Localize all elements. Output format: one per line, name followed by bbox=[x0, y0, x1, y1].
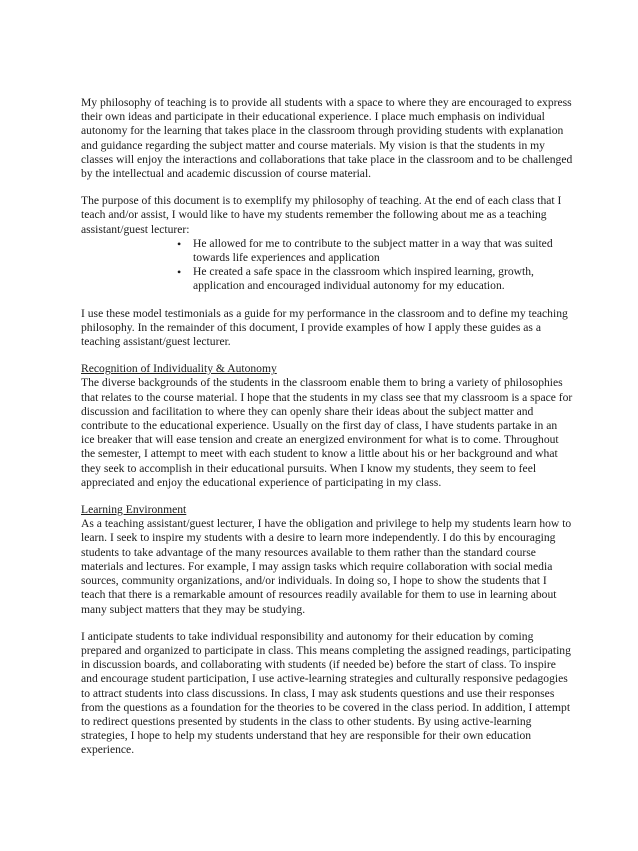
purpose-block bbox=[81, 194, 573, 293]
section-heading: Learning Environment bbox=[81, 503, 187, 517]
section-learning-environment bbox=[81, 503, 573, 617]
section-heading: Recognition of Individuality & Autonomy bbox=[81, 362, 277, 376]
section-body: The diverse backgrounds of the students in the classroom enable them to bring a variety of philosophies that relates to the course material. I hope that the students in my class see that my classroom is a space for discussion and facilitation to where they can openly share their ideas about the subject matter and contribute to the educational experience. Usually on the first day of class, I have students partake in an ice breaker that will ease tension and create an energized environment for what is to come. Throughout the semester, I attempt to meet with each student to know a little about his or her background and what they seek to accomplish in their educational pursuits. When I know my students, they seem to feel appreciated and enjoy the educational experience of participating in my class. bbox=[81, 376, 573, 489]
section-individuality bbox=[81, 362, 573, 490]
testimonials-usage-paragraph: I use these model testimonials as a guide for my performance in the classroom and to define my teaching philosophy. In the remainder of this document, I provide examples of how I apply these guides as a teaching assistant/guest lecturer. bbox=[81, 306, 568, 349]
purpose-paragraph: The purpose of this document is to exemplify my philosophy of teaching. At the end of each class that I teach and/or assist, I would like to have my students remember the following about me as a teaching assistant/guest lecturer: bbox=[81, 194, 562, 236]
closing-paragraph: I anticipate students to take individual responsibility and autonomy for their education by coming prepared and organized to participate in class. This means completing the assigned readings, participating in discussion boards, and collaborating with students (if needed be) before the start of class. To inspire and encourage student participation, I use active-learning strategies and culturally responsive pedagogies to attract students into class discussions. In class, I may ask students questions and use their responses from the questions as a foundation for the theories to be covered in the class period. In addition, I attempt to redirect questions presented by students in the class to other students. By using active-learning strategies, I hope to help my students understand that hey are responsible for their own education experience. bbox=[81, 629, 571, 757]
section-body: As a teaching assistant/guest lecturer, I have the obligation and privilege to help my students learn how to learn. I seek to inspire my students with a desire to learn more independently. I do this by encouraging students to take advantage of the many resources available to them rather than the standard course materials and lectures. For example, I may assign tasks which require collaboration with social media sources, community organizations, and/or individuals. In doing so, I hope to show the students that I teach that there is a remarkable amount of resources readily available for them to use in learning about many subject matters that they may be studying. bbox=[81, 517, 572, 616]
testimonial-item: • He allowed for me to contribute to the subject matter in a way that was suited towards life experiences and application bbox=[177, 237, 573, 265]
testimonial-item: • He created a safe space in the classroom which inspired learning, growth, application and encouraged individual autonomy for my education. bbox=[177, 265, 573, 293]
intro-paragraph: My philosophy of teaching is to provide all students with a space to where they are encouraged to express their own ideas and participate in their educational experience. I place much emphasis on individual autonomy for the learning that takes place in the classroom through providing students with explanation and guidance regarding the subject matter and course materials. My vision is that the students in my classes will enjoy the interactions and collaborations that take place in the classroom and to be challenged by the intellectual and academic discussion of course material. bbox=[81, 96, 573, 181]
testimonial-list bbox=[81, 237, 573, 294]
document-page bbox=[81, 96, 573, 771]
